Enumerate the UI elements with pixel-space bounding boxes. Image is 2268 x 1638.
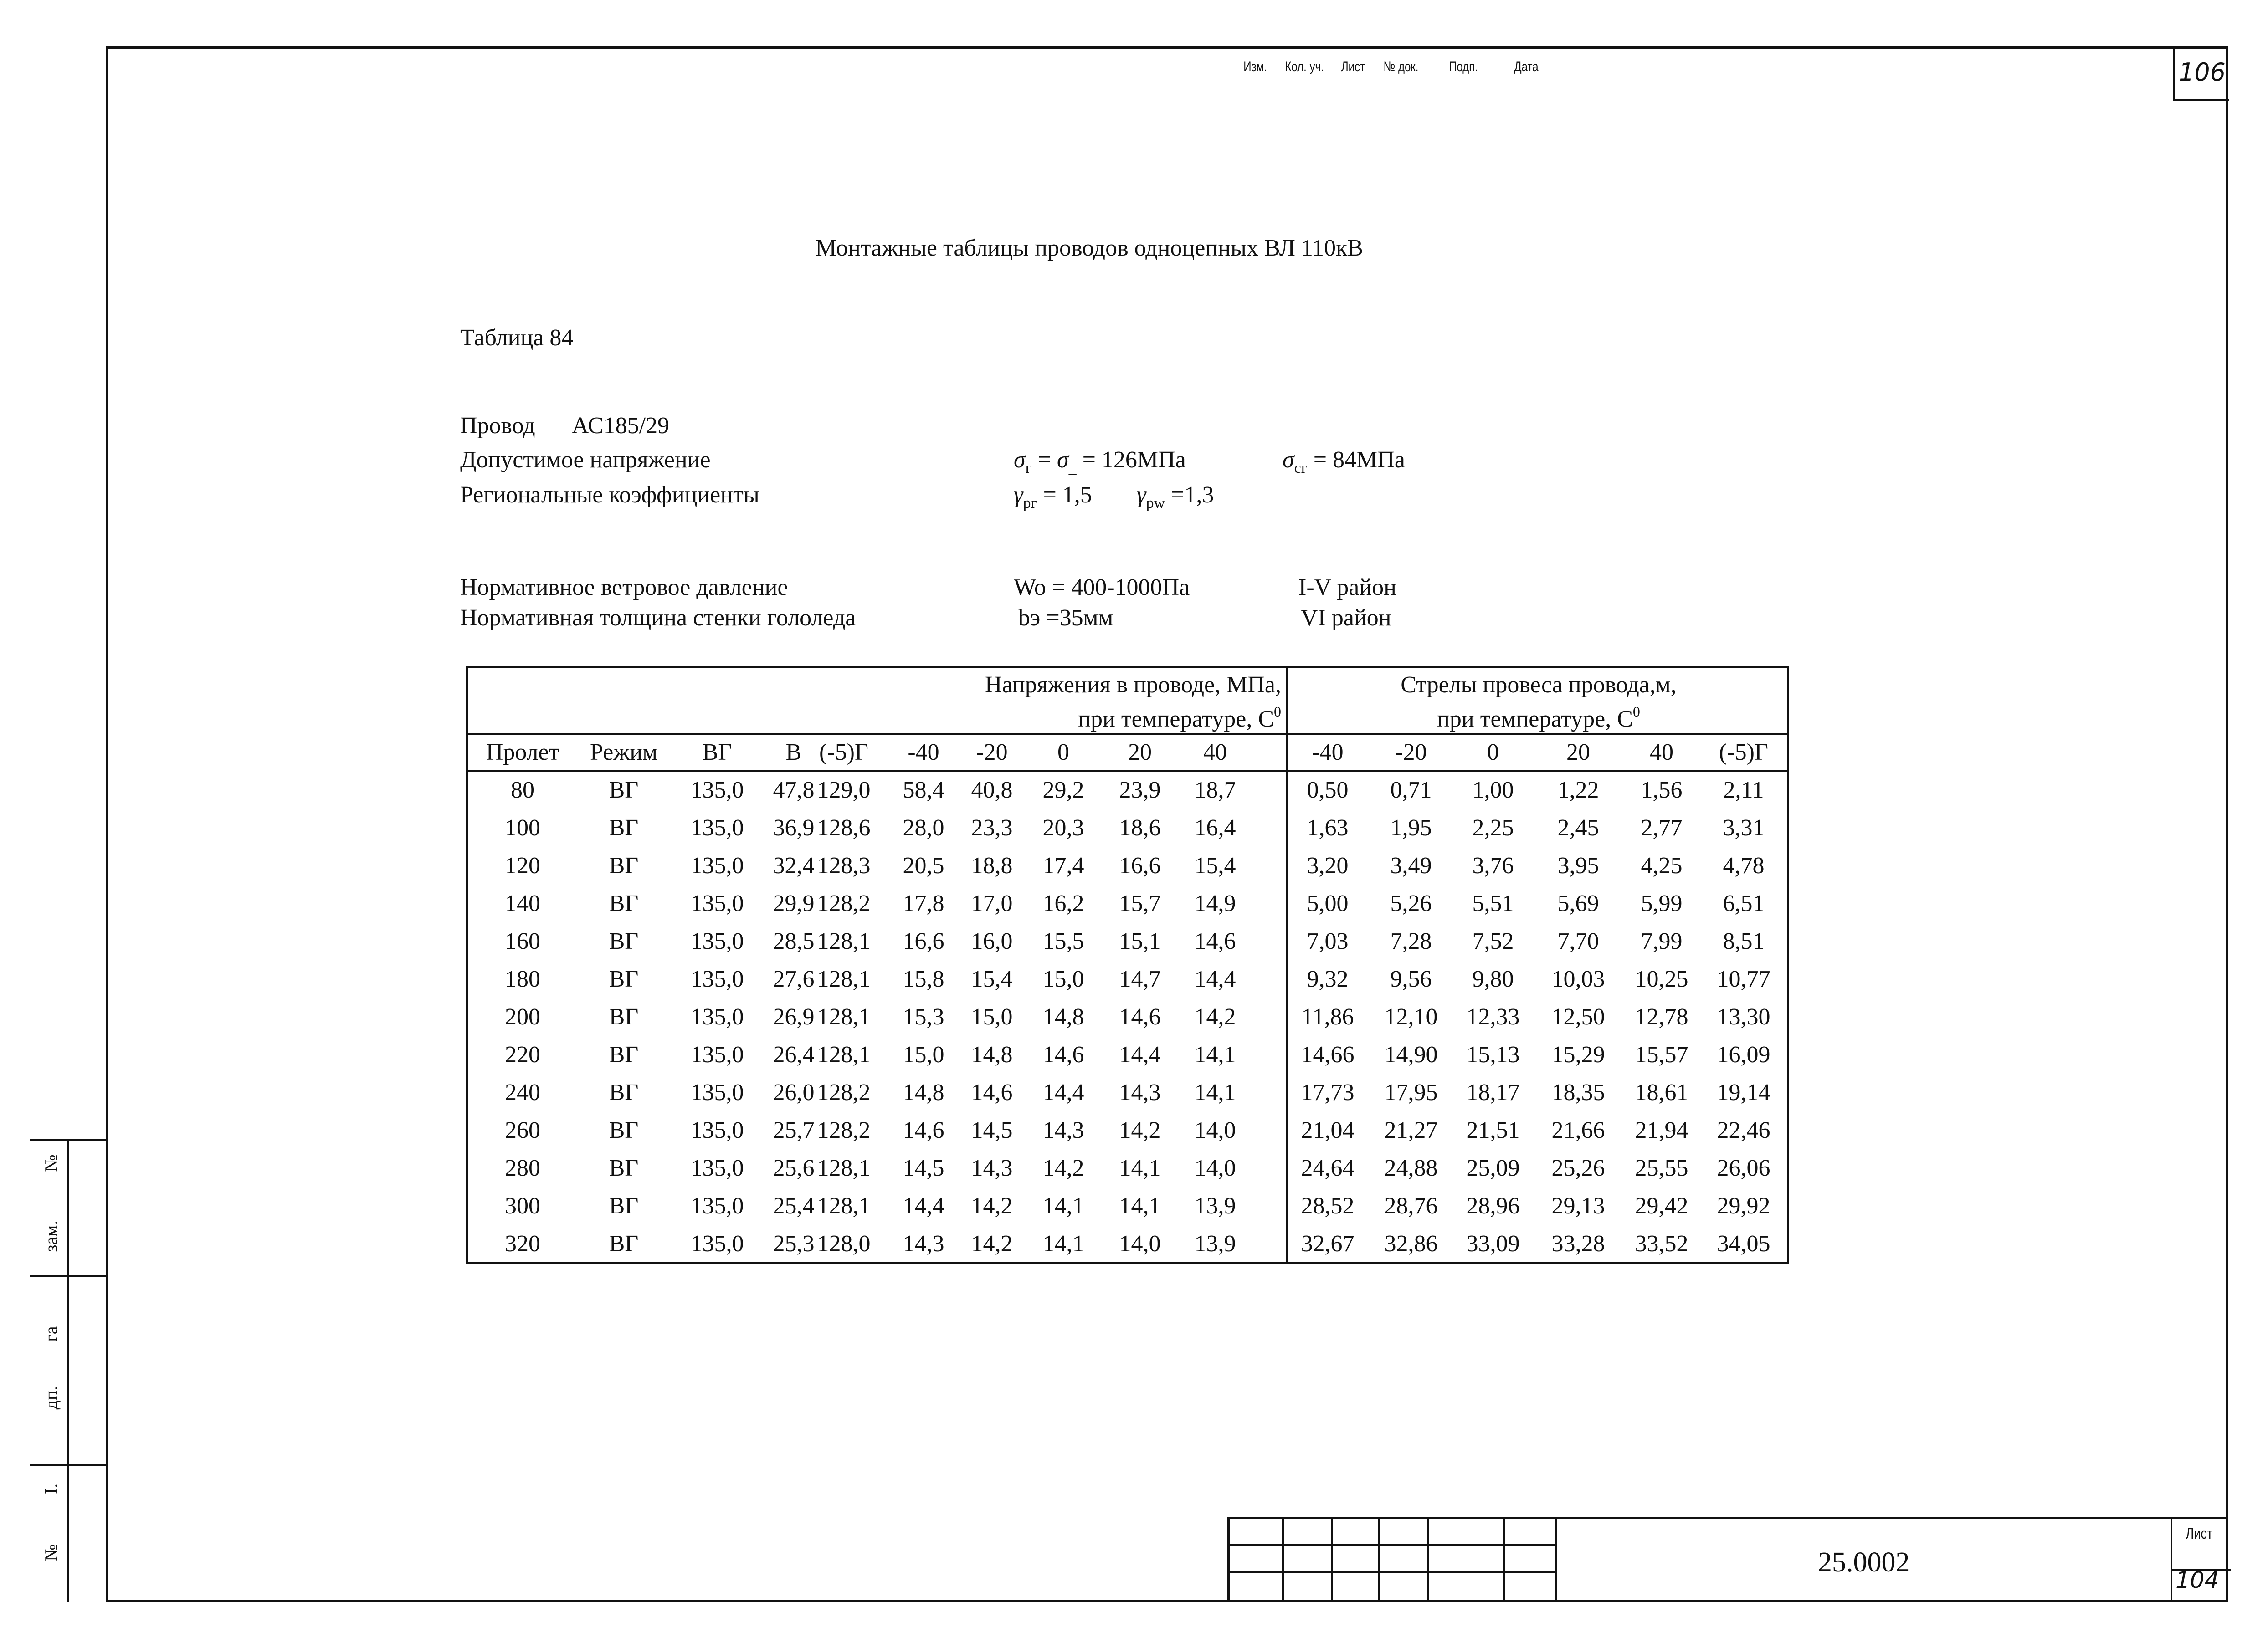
table-cell: 3,20 (1307, 853, 1349, 879)
table-cell: 25,26 (1551, 1155, 1605, 1181)
table-cell: 135,0 (690, 1155, 744, 1181)
table-cell: 14,3 (903, 1231, 944, 1257)
table-cell: 18,8 (971, 853, 1013, 879)
table-cell: 14,2 (971, 1231, 1013, 1257)
table-cell: 28,0 (903, 815, 944, 841)
column-header: Режим (590, 739, 657, 765)
table-cell: 16,6 (903, 928, 944, 954)
table-cell: 14,5 (903, 1155, 944, 1181)
table-cell: 17,8 (903, 891, 944, 916)
table-cell: 15,5 (1042, 928, 1084, 954)
table-cell: 3,31 (1723, 815, 1765, 841)
table-cell: 280 (505, 1155, 540, 1181)
stamp-label: зам. (41, 1220, 62, 1252)
table-cell: 4,25 (1641, 853, 1683, 879)
table-cell: 29,2 (1042, 777, 1084, 803)
table-cell: 18,7 (1194, 777, 1236, 803)
table-cell: 135,0 (690, 1231, 744, 1257)
table-cell: 8,51 (1723, 928, 1765, 954)
table-cell: 25,6 (773, 1155, 815, 1181)
wind-value: Wo = 400-1000Па (1014, 574, 1190, 600)
table-cell: 33,28 (1551, 1231, 1605, 1257)
table-cell: 2,25 (1472, 815, 1514, 841)
table-cell: 32,86 (1384, 1231, 1438, 1257)
table-cell: 16,6 (1119, 853, 1161, 879)
table-cell: 135,0 (690, 853, 744, 879)
table-cell: 14,6 (1194, 928, 1236, 954)
table-cell: 18,6 (1119, 815, 1161, 841)
table-cell: 14,66 (1301, 1042, 1355, 1068)
coef-label: Региональные коэффициенты (460, 482, 759, 508)
table-cell: 128,1 (817, 1193, 871, 1219)
table-cell: 128,1 (817, 928, 871, 954)
table-cell: 14,1 (1194, 1042, 1236, 1068)
mounting-table (466, 666, 1789, 1264)
table-cell: 14,6 (903, 1117, 944, 1143)
table-cell: 6,51 (1723, 891, 1765, 916)
table-cell: 12,78 (1635, 1004, 1688, 1030)
table-cell: 16,0 (971, 928, 1013, 954)
table-cell: 28,96 (1466, 1193, 1520, 1219)
table-cell: 58,4 (903, 777, 944, 803)
table-cell: 14,9 (1194, 891, 1236, 916)
column-header: Пролет (486, 739, 559, 765)
stress-label: Допустимое напряжение (460, 447, 711, 473)
table-cell: 21,27 (1384, 1117, 1438, 1143)
tb-label-data: Дата (1514, 59, 1539, 74)
table-cell: 25,09 (1466, 1155, 1520, 1181)
table-cell: 220 (505, 1042, 540, 1068)
table-cell: 160 (505, 928, 540, 954)
table-cell: 128,2 (817, 1117, 871, 1143)
table-cell: 7,03 (1307, 928, 1349, 954)
table-cell: 2,77 (1641, 815, 1683, 841)
table-cell: 20,3 (1042, 815, 1084, 841)
table-cell: 13,9 (1194, 1193, 1236, 1219)
table-cell: 14,3 (1042, 1117, 1084, 1143)
table-cell: 14,0 (1194, 1155, 1236, 1181)
table-cell: 14,2 (971, 1193, 1013, 1219)
table-cell: ВГ (609, 1080, 639, 1106)
table-cell: 21,66 (1551, 1117, 1605, 1143)
table-cell: 260 (505, 1117, 540, 1143)
table-cell: 25,4 (773, 1193, 815, 1219)
table-cell: 28,5 (773, 928, 815, 954)
table-cell: 17,95 (1384, 1080, 1438, 1106)
table-cell: 2,45 (1557, 815, 1599, 841)
table-cell: 5,69 (1557, 891, 1599, 916)
table-cell: 21,94 (1635, 1117, 1688, 1143)
table-cell: 17,4 (1042, 853, 1084, 879)
table-cell: 129,0 (817, 777, 871, 803)
table-cell: 14,4 (1042, 1080, 1084, 1106)
table-cell: 80 (511, 777, 534, 803)
table-cell: 19,14 (1717, 1080, 1770, 1106)
table-cell: 15,0 (1042, 966, 1084, 992)
stress-cr-formula: $\sigma_{сг} = 84МПа$ (1283, 447, 1405, 476)
ice-region: VI район (1301, 605, 1391, 631)
table-cell: 13,30 (1717, 1004, 1770, 1030)
table-cell: 14,5 (971, 1117, 1013, 1143)
table-cell: 14,3 (1119, 1080, 1161, 1106)
table-cell: ВГ (609, 1117, 639, 1143)
table-cell: 135,0 (690, 1117, 744, 1143)
column-header: (-5)Г (819, 739, 868, 765)
table-cell: 128,0 (817, 1231, 871, 1257)
column-header: ВГ (702, 739, 732, 765)
table-cell: ВГ (609, 1155, 639, 1181)
table-cell: 1,95 (1390, 815, 1432, 841)
table-cell: 10,25 (1635, 966, 1688, 992)
table-cell: 320 (505, 1231, 540, 1257)
left-stamp (30, 1139, 108, 1602)
table-cell: 47,8 (773, 777, 815, 803)
stamp-label: дп. (41, 1386, 62, 1410)
table-cell: 26,0 (773, 1080, 815, 1106)
table-cell: 9,32 (1307, 966, 1349, 992)
table-cell: 14,4 (903, 1193, 944, 1219)
table-cell: 135,0 (690, 966, 744, 992)
table-cell: ВГ (609, 853, 639, 879)
table-cell: 15,57 (1635, 1042, 1688, 1068)
table-cell: 0,71 (1390, 777, 1432, 803)
table-cell: 135,0 (690, 1042, 744, 1068)
page-title: Монтажные таблицы проводов одноцепных ВЛ 110кВ (816, 235, 1363, 261)
table-cell: 34,05 (1717, 1231, 1770, 1257)
table-cell: 25,7 (773, 1117, 815, 1143)
table-cell: ВГ (609, 1042, 639, 1068)
ice-value: bэ =35мм (1018, 605, 1113, 631)
table-cell: ВГ (609, 928, 639, 954)
table-cell: 24,64 (1301, 1155, 1355, 1181)
table-cell: 14,1 (1042, 1193, 1084, 1219)
column-header: -40 (1312, 739, 1344, 765)
table-cell: 300 (505, 1193, 540, 1219)
tb-label-podp: Подп. (1449, 59, 1478, 74)
table-cell: 5,51 (1472, 891, 1514, 916)
table-cell: 14,6 (1119, 1004, 1161, 1030)
wire-value: АС185/29 (572, 413, 670, 439)
table-cell: 135,0 (690, 928, 744, 954)
column-header: 0 (1057, 739, 1069, 765)
column-header: 20 (1128, 739, 1152, 765)
table-cell: 22,46 (1717, 1117, 1770, 1143)
table-cell: 1,63 (1307, 815, 1349, 841)
table-cell: 16,09 (1717, 1042, 1770, 1068)
wind-region: I-V район (1298, 574, 1396, 600)
table-cell: 4,78 (1723, 853, 1765, 879)
table-cell: 14,8 (1042, 1004, 1084, 1030)
table-cell: 32,4 (773, 853, 815, 879)
table-cell: 1,56 (1641, 777, 1683, 803)
table-cell: 120 (505, 853, 540, 879)
table-cell: 15,7 (1119, 891, 1161, 916)
title-block (1227, 1517, 2228, 1602)
table-cell: 15,4 (971, 966, 1013, 992)
table-cell: 140 (505, 891, 540, 916)
table-cell: 25,3 (773, 1231, 815, 1257)
stress-group-header: Напряжения в проводе, МПа, при температуре, $С^0$ (985, 672, 1281, 732)
table-cell: 23,9 (1119, 777, 1161, 803)
table-cell: 27,6 (773, 966, 815, 992)
column-header: В (785, 739, 802, 765)
table-cell: 15,0 (903, 1042, 944, 1068)
sag-group-header: Стрелы провеса провода,м, при температуре, $С^0$ (1401, 672, 1677, 732)
table-cell: 32,67 (1301, 1231, 1355, 1257)
table-number: Таблица 84 (460, 325, 574, 351)
table-cell: 7,28 (1390, 928, 1432, 954)
table-cell: 2,11 (1723, 777, 1764, 803)
table-cell: 9,80 (1472, 966, 1514, 992)
gamma-rg-formula: $\gamma_{рг} = 1,5$ (1014, 482, 1092, 512)
stamp-label: І. (41, 1483, 62, 1495)
table-cell: ВГ (609, 966, 639, 992)
table-cell: ВГ (609, 815, 639, 841)
table-cell: 16,4 (1194, 815, 1236, 841)
gamma-rw-formula: $\gamma_{рw} =1,3$ (1137, 482, 1214, 512)
table-cell: 15,4 (1194, 853, 1236, 879)
table-cell: 128,1 (817, 1155, 871, 1181)
table-cell: 14,6 (971, 1080, 1013, 1106)
column-header: -20 (976, 739, 1008, 765)
document-code: 25.0002 (1818, 1547, 1910, 1578)
table-cell: 24,88 (1384, 1155, 1438, 1181)
table-cell: 20,5 (903, 853, 944, 879)
table-cell: 128,2 (817, 891, 871, 916)
table-cell: ВГ (609, 1193, 639, 1219)
table-cell: 26,9 (773, 1004, 815, 1030)
table-cell: 26,06 (1717, 1155, 1770, 1181)
table-cell: 14,7 (1119, 966, 1161, 992)
table-cell: 29,9 (773, 891, 815, 916)
table-cell: 40,8 (971, 777, 1013, 803)
table-cell: 15,13 (1466, 1042, 1520, 1068)
table-cell: 26,4 (773, 1042, 815, 1068)
table-cell: 28,76 (1384, 1193, 1438, 1219)
column-header: -40 (908, 739, 939, 765)
table-cell: 14,1 (1042, 1231, 1084, 1257)
table-cell: 14,3 (971, 1155, 1013, 1181)
table-cell: 33,52 (1635, 1231, 1688, 1257)
table-cell: 128,1 (817, 966, 871, 992)
table-cell: 29,42 (1635, 1193, 1688, 1219)
table-cell: 5,26 (1390, 891, 1432, 916)
stress-formula: $\sigma_г = \sigma_{\_} = 126МПа$ (1014, 447, 1186, 476)
table-cell: 14,1 (1119, 1193, 1161, 1219)
table-cell: 16,2 (1042, 891, 1084, 916)
stamp-label: га (41, 1326, 62, 1342)
column-header: (-5)Г (1719, 739, 1768, 765)
table-cell: 128,1 (817, 1042, 871, 1068)
table-cell: 9,56 (1390, 966, 1432, 992)
table-cell: 12,50 (1551, 1004, 1605, 1030)
table-cell: 15,1 (1119, 928, 1161, 954)
table-cell: 14,90 (1384, 1042, 1438, 1068)
ice-label: Нормативная толщина стенки гололеда (460, 605, 856, 631)
table-cell: 36,9 (773, 815, 815, 841)
table-cell: 14,8 (903, 1080, 944, 1106)
table-cell: 21,04 (1301, 1117, 1355, 1143)
table-cell: 18,17 (1466, 1080, 1520, 1106)
table-cell: 14,4 (1194, 966, 1236, 992)
column-header: 40 (1650, 739, 1673, 765)
table-cell: 100 (505, 815, 540, 841)
table-cell: 14,2 (1194, 1004, 1236, 1030)
table-cell: 15,29 (1551, 1042, 1605, 1068)
table-cell: 135,0 (690, 815, 744, 841)
table-cell: 1,00 (1472, 777, 1514, 803)
table-cell: 14,4 (1119, 1042, 1161, 1068)
table-cell: 25,55 (1635, 1155, 1688, 1181)
table-cell: 135,0 (690, 777, 744, 803)
table-cell: 21,51 (1466, 1117, 1520, 1143)
table-cell: 10,03 (1551, 966, 1605, 992)
table-cell: 15,8 (903, 966, 944, 992)
table-cell: 3,49 (1390, 853, 1432, 879)
table-cell: 200 (505, 1004, 540, 1030)
table-cell: 3,95 (1557, 853, 1599, 879)
table-cell: 14,0 (1194, 1117, 1236, 1143)
sheet-number: 104 (2176, 1567, 2219, 1593)
table-cell: 135,0 (690, 1080, 744, 1106)
table-cell: 0,50 (1307, 777, 1349, 803)
table-cell: 14,0 (1119, 1231, 1161, 1257)
table-cell: 13,9 (1194, 1231, 1236, 1257)
table-cell: 18,35 (1551, 1080, 1605, 1106)
table-cell: 180 (505, 966, 540, 992)
table-cell: 14,1 (1119, 1155, 1161, 1181)
table-cell: 3,76 (1472, 853, 1514, 879)
table-cell: 1,22 (1557, 777, 1599, 803)
table-cell: 14,1 (1194, 1080, 1236, 1106)
tb-label-izm: Изм. (1243, 59, 1267, 74)
column-header: 0 (1487, 739, 1499, 765)
table-cell: 14,2 (1042, 1155, 1084, 1181)
table-cell: ВГ (609, 777, 639, 803)
tb-label-doc: № док. (1383, 59, 1419, 74)
wire-label: Провод (460, 413, 535, 439)
table-cell: 128,1 (817, 1004, 871, 1030)
table-cell: 128,6 (817, 815, 871, 841)
table-cell: 135,0 (690, 1004, 744, 1030)
column-header: 20 (1566, 739, 1590, 765)
table-cell: ВГ (609, 1004, 639, 1030)
table-cell: 135,0 (690, 891, 744, 916)
table-cell: 12,10 (1384, 1004, 1438, 1030)
sheet-label: Лист (2186, 1525, 2213, 1542)
table-divider (1286, 668, 1288, 1262)
wind-label: Нормативное ветровое давление (460, 574, 788, 600)
table-cell: 12,33 (1466, 1004, 1520, 1030)
table-cell: ВГ (609, 891, 639, 916)
table-cell: 15,3 (903, 1004, 944, 1030)
table-cell: 10,77 (1717, 966, 1770, 992)
table-cell: 15,0 (971, 1004, 1013, 1030)
column-header: 40 (1203, 739, 1227, 765)
table-cell: 29,92 (1717, 1193, 1770, 1219)
table-cell: 14,2 (1119, 1117, 1161, 1143)
table-cell: 5,99 (1641, 891, 1683, 916)
table-cell: 7,70 (1557, 928, 1599, 954)
table-cell: 29,13 (1551, 1193, 1605, 1219)
table-cell: 14,6 (1042, 1042, 1084, 1068)
table-cell: 128,2 (817, 1080, 871, 1106)
table-cell: 7,52 (1472, 928, 1514, 954)
table-cell: 240 (505, 1080, 540, 1106)
table-cell: 18,61 (1635, 1080, 1688, 1106)
table-cell: 14,8 (971, 1042, 1013, 1068)
table-cell: ВГ (609, 1231, 639, 1257)
table-cell: 128,3 (817, 853, 871, 879)
table-cell: 7,99 (1641, 928, 1683, 954)
tb-label-list: Лист (1341, 59, 1365, 74)
stamp-label: № (41, 1544, 62, 1561)
table-cell: 23,3 (971, 815, 1013, 841)
table-cell: 33,09 (1466, 1231, 1520, 1257)
corner-page-number: 106 (2173, 46, 2229, 101)
stamp-label: № (41, 1154, 62, 1172)
table-cell: 28,52 (1301, 1193, 1355, 1219)
table-cell: 17,73 (1301, 1080, 1355, 1106)
table-cell: 17,0 (971, 891, 1013, 916)
table-cell: 135,0 (690, 1193, 744, 1219)
column-header: -20 (1395, 739, 1427, 765)
table-cell: 11,86 (1301, 1004, 1354, 1030)
tb-label-kol: Кол. уч. (1285, 59, 1324, 74)
table-cell: 5,00 (1307, 891, 1349, 916)
